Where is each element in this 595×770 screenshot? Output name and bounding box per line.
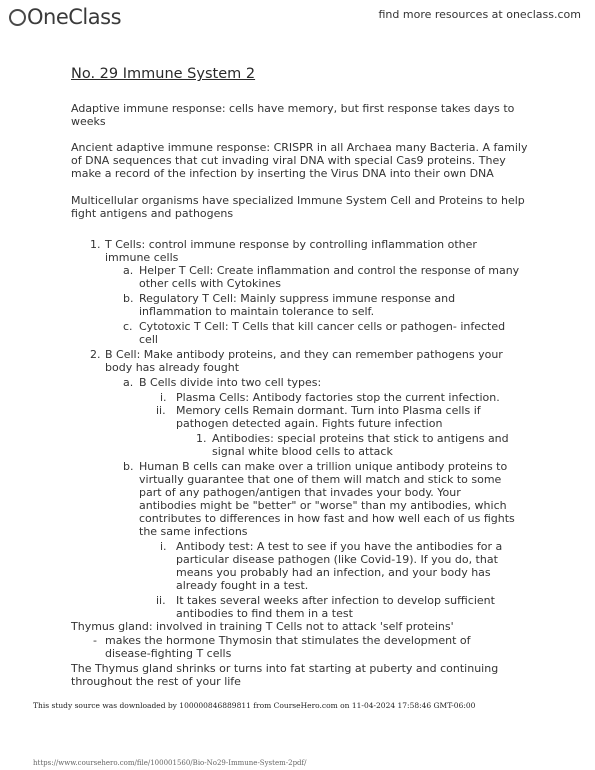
list-marker: b. <box>123 292 134 305</box>
list-item-text: other cells with Cytokines <box>139 277 281 290</box>
list-marker: a. <box>123 264 134 277</box>
list-item-text: virtually guarantee that one of them will match and stick to some <box>139 473 502 486</box>
logo-text: OneClass <box>27 5 122 29</box>
list-item-text: T Cells: control immune response by controlling inflammation other <box>105 238 477 251</box>
site-header <box>0 0 595 34</box>
list-marker: ii. <box>156 594 166 607</box>
list-marker: c. <box>123 320 133 333</box>
paragraph-line: Adaptive immune response: cells have memory, but first response takes days to <box>71 102 515 115</box>
paragraph-line: Multicellular organisms have specialized Immune System Cell and Proteins to help <box>71 194 525 207</box>
list-marker: 1. <box>90 238 101 251</box>
list-item-text: Antibody test: A test to see if you have the antibodies for a <box>176 540 503 553</box>
list-item-text: contributes to differences in how fast and how well each of us fights <box>139 512 515 525</box>
list-item-text: inflammation to maintain tolerance to self. <box>139 305 375 318</box>
paragraph-line: of DNA sequences that cut invading viral DNA with special Cas9 proteins. They <box>71 154 506 167</box>
list-item-text: means you probably had an infection, and your body has <box>176 566 491 579</box>
list-item-text: the same infections <box>139 525 248 538</box>
list-item-text: Regulatory T Cell: Mainly suppress immune response and <box>139 292 456 305</box>
list-marker: 1. <box>196 432 207 445</box>
list-marker: ii. <box>156 404 166 417</box>
list-item-text: makes the hormone Thymosin that stimulates the development of <box>105 634 471 647</box>
list-marker: i. <box>160 391 167 404</box>
list-marker: 2. <box>90 348 101 361</box>
paragraph-line: throughout the rest of your life <box>71 675 241 688</box>
list-marker: a. <box>123 376 134 389</box>
list-item-text: disease-fighting T cells <box>105 647 232 660</box>
paragraph-line: Ancient adaptive immune response: CRISPR in all Archaea many Bacteria. A family <box>71 141 528 154</box>
list-item-text: Human B cells can make over a trillion unique antibody proteins to <box>139 460 508 473</box>
paragraph-line: make a record of the infection by inserting the Virus DNA into their own DNA <box>71 167 494 180</box>
paragraph-line: The Thymus gland shrinks or turns into fat starting at puberty and continuing <box>71 662 499 675</box>
list-item-text: Cytotoxic T Cell: T Cells that kill cancer cells or pathogen- infected <box>139 320 506 333</box>
list-item-text: B Cells divide into two cell types: <box>139 376 322 389</box>
list-marker: - <box>93 634 97 647</box>
list-item-text: Memory cells Remain dormant. Turn into Plasma cells if <box>176 404 481 417</box>
logo-circle-icon <box>9 9 26 26</box>
list-item-text: part of any pathogen/antigen that invades your body. Your <box>139 486 461 499</box>
paragraph-line: fight antigens and pathogens <box>71 207 234 220</box>
list-item-text: signal white blood cells to attack <box>212 445 393 458</box>
list-item-text: pathogen detected again. Fights future infection <box>176 417 443 430</box>
list-item-text: cell <box>139 333 158 346</box>
document-title: No. 29 Immune System 2 <box>71 66 256 82</box>
list-item-text: Plasma Cells: Antibody factories stop the current infection. <box>176 391 500 404</box>
list-item-text: antibodies might be "better" or "worse" than my antibodies, which <box>139 499 507 512</box>
list-item-text: particular disease pathogen (like Covid-19). If you do, that <box>176 553 498 566</box>
source-url[interactable]: https://www.coursehero.com/file/100001560/Bio-No29-Immune-System-2pdf/ <box>33 759 307 767</box>
paragraph-line: weeks <box>71 115 106 128</box>
list-item-text: Helper T Cell: Create inflammation and control the response of many <box>139 264 520 277</box>
list-marker: i. <box>160 540 167 553</box>
list-item-text: It takes several weeks after infection to develop sufficient <box>176 594 495 607</box>
download-notice: This study source was downloaded by 100000846889811 from CourseHero.com on 11-04-2024 17:58:46 GMT-06:00 <box>33 701 476 710</box>
paragraph-line: Thymus gland: involved in training T Cells not to attack 'self proteins' <box>71 620 454 633</box>
list-item-text: antibodies to find them in a test <box>176 607 353 620</box>
oneclass-logo[interactable] <box>9 5 121 29</box>
list-item-text: immune cells <box>105 251 179 264</box>
list-item-text: body has already fought <box>105 361 240 374</box>
promo-link[interactable]: find more resources at oneclass.com <box>378 8 581 21</box>
list-item-text: B Cell: Make antibody proteins, and they can remember pathogens your <box>105 348 503 361</box>
list-item-text: Antibodies: special proteins that stick to antigens and <box>212 432 509 445</box>
list-item-text: already fought in a test. <box>176 579 309 592</box>
list-marker: b. <box>123 460 134 473</box>
